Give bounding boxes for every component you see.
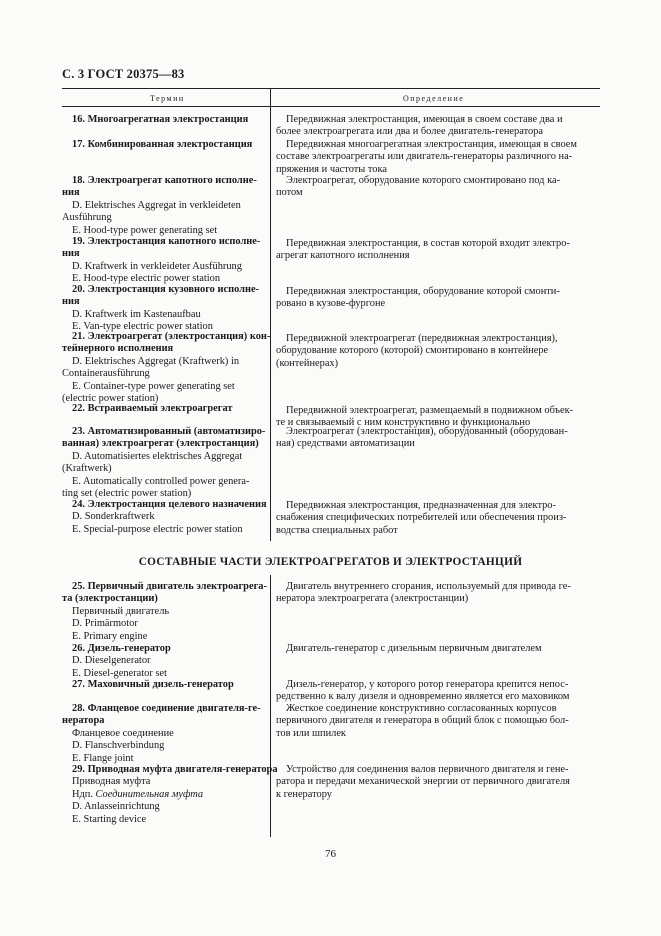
- page-number: 76: [325, 848, 336, 860]
- definition-cell: Передвижная электростанция, имеющая в своем составе два и более электроагрегата или два и более двигатель-генератора: [276, 114, 563, 138]
- section-title: СОСТАВНЫЕ ЧАСТИ ЭЛЕКТРОАГРЕГАТОВ И ЭЛЕКТРОСТАНЦИЙ: [138, 556, 523, 568]
- table-top-rule: [62, 88, 600, 89]
- term-cell: 19. Электростанция капотного исполне- ния D. Kraftwerk in verkleideter Ausführung E. Hood-type electric power station: [62, 236, 261, 285]
- term-cell: 22. Встраиваемый электроагрегат: [72, 403, 233, 414]
- nonstandard-term: Ндп. Соединительная муфта: [72, 788, 204, 800]
- definition-cell: Жесткое соединение конструктивно согласованных корпусов первичного двигателя и генератора в общий блок с помощью бол- тов или шпилек: [276, 703, 569, 739]
- definition-cell: Передвижной электроагрегат, размещаемый в подвижном объек- те и связываемый с ним конструктивно и функционально: [276, 405, 574, 429]
- term-cell: 17. Комбинированная электростанция: [72, 139, 253, 150]
- definition-cell: Передвижная многоагрегатная электростанция, имеющая в своем составе электроагрегаты или двигатель-генераторы различного на- пряжения и частоты тока: [276, 139, 577, 175]
- definition-cell: Устройство для соединения валов первичного двигателя и гене- ратора и передачи механической энергии от первичного двигателя к генератору: [276, 764, 570, 800]
- term-cell: 27. Маховичный дизель-генератор: [72, 679, 234, 690]
- definition-cell: Двигатель внутреннего сгорания, используемый для привода ге- нератора электроагрегата (электростанции): [276, 581, 571, 605]
- column-header-term: Термин: [150, 94, 185, 103]
- definition-cell: Электроагрегат, оборудование которого смонтировано под ка- потом: [276, 175, 561, 199]
- page-header: С. 3 ГОСТ 20375—83: [62, 67, 185, 81]
- term-cell: 29. Приводная муфта двигателя-генератора Приводная муфта Ндп. Соединительная муфта D. Anlasseinrichtung E. Starting device: [62, 764, 264, 826]
- table-header-rule: [62, 106, 600, 107]
- term-cell: 26. Дизель-генератор D. Dieselgenerator E. Diesel-generator set: [72, 643, 171, 679]
- definition-cell: Двигатель-генератор с дизельным первичным двигателем: [286, 643, 542, 654]
- term-cell: 18. Электроагрегат капотного исполне- ния D. Elektrisches Aggregat in verkleideten Ausführung E. Hood-type power generating set: [62, 175, 257, 236]
- term-cell: 20. Электростанция кузовного исполне- ния D. Kraftwerk im Kastenaufbau E. Van-type electric power station: [62, 284, 260, 333]
- term-cell: 24. Электростанция целевого назначения D. Sonderkraftwerk E. Special-purpose electric power station: [72, 499, 267, 535]
- definition-cell: Передвижная электростанция, предназначенная для электро- снабжения специфических потребителей или обеспечения произ- водства специальных работ: [276, 500, 567, 536]
- column-divider: [270, 575, 271, 837]
- column-divider: [270, 88, 271, 541]
- definition-cell: Передвижной электроагрегат (передвижная электростанция), оборудование которого (которой) смонтировано в контейнере (контейнерах): [276, 333, 558, 369]
- definition-cell: Дизель-генератор, у которого ротор генератора крепится непос- редственно к валу дизеля и одновременно является его маховиком: [276, 679, 570, 703]
- term-cell: 23. Автоматизированный (автоматизиро- ванная) электроагрегат (электростанция) D. Automatisiertes elektrisches Aggregat (Kraftwerk) E. Automatically controlled power genera- ting set (electric power station): [62, 426, 266, 500]
- term-cell: 16. Многоагрегатная электростанция: [72, 114, 249, 125]
- term-cell: 21. Электроагрегат (электростанция) кон- тейнерного исполнения D. Elektrisches Aggregat (Kraftwerk) in Containerausführung E. Container-type power generating set (electric power station): [62, 331, 271, 405]
- definition-cell: Передвижная электростанция, оборудование которой смонти- ровано в кузове-фургоне: [276, 286, 560, 310]
- term-cell: 25. Первичный двигатель электроагрега- та (электростанции) Первичный двигатель D. Primärmotor E. Primary engine: [62, 581, 267, 642]
- term-cell: 28. Фланцевое соединение двигателя-ге- нератора Фланцевое соединение D. Flanschverbindung E. Flange joint: [62, 703, 261, 764]
- definition-cell: Передвижная электростанция, в состав которой входит электро- агрегат капотного исполнения: [276, 238, 570, 262]
- column-header-definition: Определение: [403, 94, 465, 103]
- definition-cell: Электроагрегат (электростанция), оборудованный (оборудован- ная) средствами автоматизации: [276, 426, 568, 450]
